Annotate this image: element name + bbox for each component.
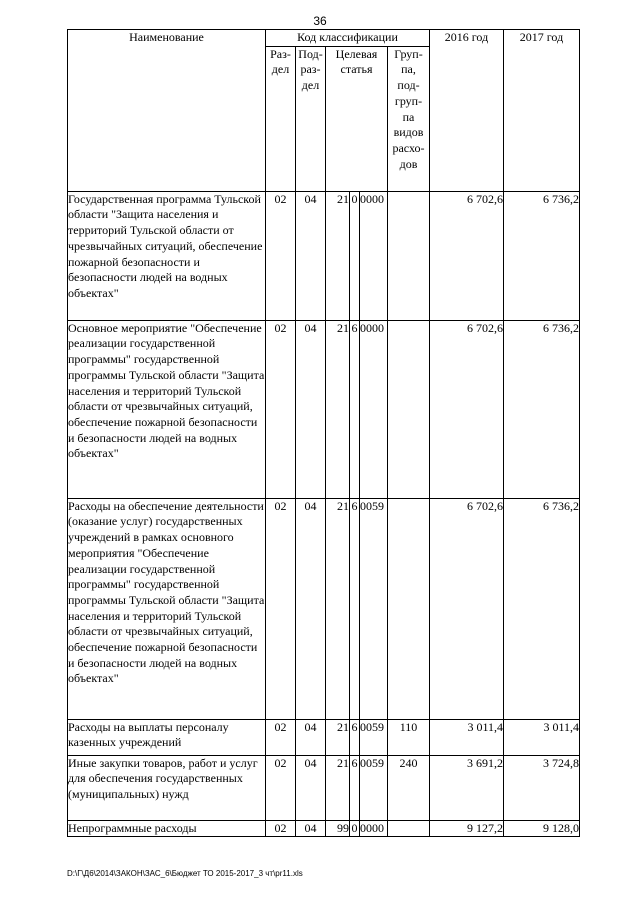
row-name: Государственная программа Тульской области "Защита населения и территорий Тульской области от чрезвычайных ситуаций, обеспечение пожарной безопасности и безопасности людей на водных объектах" xyxy=(68,191,266,320)
row-value-2016: 6 702,6 xyxy=(430,320,504,498)
row-target-sub: 6 xyxy=(350,719,360,755)
row-target-direction: 0000 xyxy=(360,820,388,837)
row-section: 02 xyxy=(266,320,296,498)
row-target-sub: 0 xyxy=(350,820,360,837)
row-section: 02 xyxy=(266,719,296,755)
header-row-1 xyxy=(68,30,580,47)
row-subsection: 04 xyxy=(296,820,326,837)
row-expense-group: 240 xyxy=(388,755,430,820)
row-expense-group xyxy=(388,191,430,320)
row-name: Расходы на обеспечение деятельности (оказание услуг) государственных учреждений в рамках основного мероприятия "Обеспечение реализации государственной программы" государственной программы Тульской области "Защита населения и территорий Тульской области от чрезвычайных ситуаций, обеспечение пожарной безопасности и безопасности людей на водных объектах" xyxy=(68,498,266,719)
row-expense-group: 110 xyxy=(388,719,430,755)
file-path-footer: D:\Г\Д6\2014\ЗАКОН\ЗАС_6\Бюджет ТО 2015-2017_3 чт\pr11.xls xyxy=(67,869,303,878)
table-row xyxy=(68,320,580,498)
row-target-program: 21 xyxy=(326,498,350,719)
row-target-program: 21 xyxy=(326,719,350,755)
row-name: Основное мероприятие "Обеспечение реализации государственной программы" государственной программы Тульской области "Защита населения и территорий Тульской области от чрезвычайных ситуаций, обеспечение пожарной безопасности и безопасности людей на водных объектах" xyxy=(68,320,266,498)
header-target-article: Целевая статья xyxy=(326,46,388,191)
row-target-sub: 6 xyxy=(350,755,360,820)
row-expense-group xyxy=(388,820,430,837)
row-value-2016: 3 691,2 xyxy=(430,755,504,820)
table-row xyxy=(68,498,580,719)
row-name: Расходы на выплаты персоналу казенных учреждений xyxy=(68,719,266,755)
row-expense-group xyxy=(388,320,430,498)
table-row xyxy=(68,191,580,320)
header-year-2016: 2016 год xyxy=(430,30,504,192)
header-name: Наименование xyxy=(68,30,266,192)
row-target-direction: 0059 xyxy=(360,755,388,820)
row-value-2017: 6 736,2 xyxy=(504,191,580,320)
row-subsection: 04 xyxy=(296,755,326,820)
row-target-program: 21 xyxy=(326,191,350,320)
row-value-2016: 6 702,6 xyxy=(430,498,504,719)
row-subsection: 04 xyxy=(296,498,326,719)
row-value-2016: 9 127,2 xyxy=(430,820,504,837)
header-expense-group: Груп- па, под- груп- па видов расхо- дов xyxy=(388,46,430,191)
row-value-2017: 3 724,8 xyxy=(504,755,580,820)
row-target-direction: 0000 xyxy=(360,320,388,498)
row-value-2017: 6 736,2 xyxy=(504,498,580,719)
header-year-2017: 2017 год xyxy=(504,30,580,192)
row-target-sub: 6 xyxy=(350,498,360,719)
row-subsection: 04 xyxy=(296,320,326,498)
row-value-2017: 6 736,2 xyxy=(504,320,580,498)
row-section: 02 xyxy=(266,498,296,719)
header-section: Раз- дел xyxy=(266,46,296,191)
row-target-sub: 0 xyxy=(350,191,360,320)
row-target-program: 21 xyxy=(326,755,350,820)
row-expense-group xyxy=(388,498,430,719)
row-target-program: 21 xyxy=(326,320,350,498)
row-value-2016: 3 011,4 xyxy=(430,719,504,755)
table-row xyxy=(68,820,580,837)
row-name: Иные закупки товаров, работ и услуг для обеспечения государственных (муниципальных) нужд xyxy=(68,755,266,820)
budget-table xyxy=(67,29,580,837)
row-subsection: 04 xyxy=(296,719,326,755)
row-value-2016: 6 702,6 xyxy=(430,191,504,320)
row-name: Непрограммные расходы xyxy=(68,820,266,837)
row-target-sub: 6 xyxy=(350,320,360,498)
row-value-2017: 3 011,4 xyxy=(504,719,580,755)
header-code-group: Код классификации xyxy=(266,30,430,47)
page-number: 36 xyxy=(313,14,327,28)
row-target-direction: 0059 xyxy=(360,719,388,755)
row-target-direction: 0059 xyxy=(360,498,388,719)
row-target-program: 99 xyxy=(326,820,350,837)
table-row xyxy=(68,719,580,755)
row-section: 02 xyxy=(266,820,296,837)
header-subsection: Под- раз- дел xyxy=(296,46,326,191)
table-row xyxy=(68,755,580,820)
row-target-direction: 0000 xyxy=(360,191,388,320)
row-section: 02 xyxy=(266,755,296,820)
row-section: 02 xyxy=(266,191,296,320)
row-value-2017: 9 128,0 xyxy=(504,820,580,837)
row-subsection: 04 xyxy=(296,191,326,320)
